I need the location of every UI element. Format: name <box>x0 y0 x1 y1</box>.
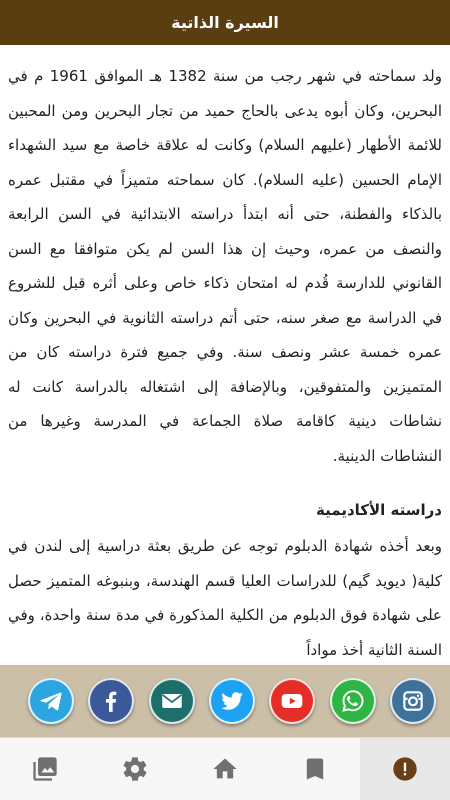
nav-settings[interactable] <box>90 738 180 800</box>
page-title: السيرة الذاتية <box>171 13 279 32</box>
biography-paragraph-2: وبعد أخذه شهادة الدبلوم توجه عن طريق بعثة دراسية إلى لندن في كلية( ديويد گيم) للدراسات العليا قسم الهندسة، وبنبوغه المتميز حصل على شهادة فوق الدبلوم من الكلية المذكورة في مدة سنة واحدة، وفي السنة الثانية أخذ مواداً <box>8 537 442 659</box>
envelope-icon <box>159 688 185 714</box>
home-icon <box>211 755 239 783</box>
gallery-icon <box>31 755 59 783</box>
nav-gallery[interactable] <box>0 738 90 800</box>
section-heading-academic: دراسته الأكاديمية <box>316 501 442 519</box>
whatsapp-icon <box>340 688 366 714</box>
gear-icon <box>121 755 149 783</box>
app-header <box>0 0 450 45</box>
nav-about[interactable] <box>360 738 450 800</box>
share-youtube-button[interactable] <box>269 678 315 724</box>
biography-content[interactable] <box>0 45 450 665</box>
share-bar <box>0 665 450 737</box>
info-alert-icon <box>391 755 419 783</box>
share-email-button[interactable] <box>149 678 195 724</box>
facebook-icon <box>98 688 124 714</box>
instagram-icon <box>400 688 426 714</box>
bottom-navigation <box>0 737 450 800</box>
share-instagram-button[interactable] <box>390 678 436 724</box>
bookmark-icon <box>301 755 329 783</box>
share-facebook-button[interactable] <box>88 678 134 724</box>
twitter-icon <box>219 688 245 714</box>
nav-bookmarks[interactable] <box>270 738 360 800</box>
telegram-icon <box>38 688 64 714</box>
nav-home[interactable] <box>180 738 270 800</box>
share-whatsapp-button[interactable] <box>330 678 376 724</box>
share-twitter-button[interactable] <box>209 678 255 724</box>
biography-paragraph-1: ولد سماحته في شهر رجب من سنة 1382 هـ الموافق 1961 م في البحرين، وكان أبوه يدعى بالحاج حميد من تجار البحرين ومن المحبين للائمة الأطهار (عليهم السلام) وكانت له علاقة خاصة مع سيد الشهداء الإمام الحسين (عليه السلام). كان سماحته متميزاً في مقتبل عمره بالذكاء والفطنة، حتى أنه ابتدأ دراسته الابتدائية في السن الرابعة والنصف من عمره، وحيث إن هذا السن لم يكن متوافقا مع السن القانوني للدارسة قُدم له امتحان ذكاء خاص وعلى أثره قبل للشروع في الدراسة مع صغر سنه، حتى أتم دراسته الثانوية في البحرين وكان عمره خمسة عشر ونصف سنة. وفي جميع فترة دراسته كان من المتميزين والمتفوقين، وبالإضافة إلى اشتغاله بالدراسة كانت له نشاطات دينية كاقامة صلاة الجماعة في المدرسة وغيرها من النشاطات الدينية. <box>8 67 442 465</box>
youtube-icon <box>279 688 305 714</box>
share-telegram-button[interactable] <box>28 678 74 724</box>
